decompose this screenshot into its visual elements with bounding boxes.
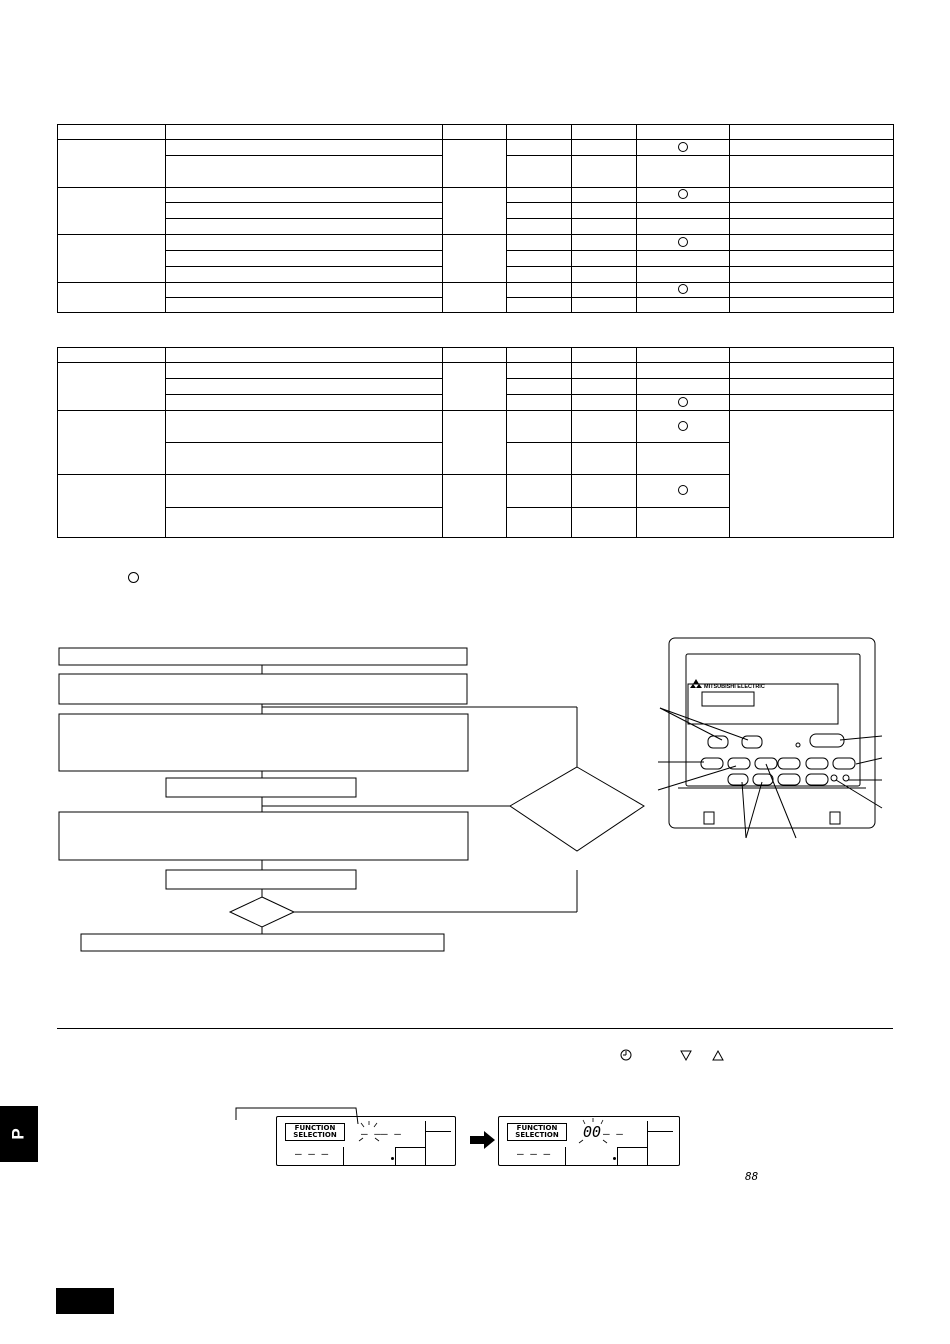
louver-button [778,758,800,769]
mode-button [701,758,723,769]
ventilation-button [806,758,828,769]
table-cell [166,411,443,443]
table-cell [507,443,572,475]
table-cell [637,298,730,313]
table-cell [730,140,894,156]
table-cell [637,379,730,395]
table-row [58,188,894,203]
table-cell [166,125,443,140]
table-row [58,125,894,140]
table-cell [572,348,637,363]
table-cell [637,411,730,443]
table-cell [572,443,637,475]
table-row [58,283,894,298]
table-cell [572,219,637,235]
lcd-divider [395,1147,425,1148]
table-cell [637,363,730,379]
table-cell [507,219,572,235]
table-cell [507,395,572,411]
settings-table-2 [57,347,894,538]
table-cell [166,508,443,538]
lcd-divider [425,1121,426,1165]
table-cell [443,475,507,538]
table-cell [572,363,637,379]
table-cell [572,411,637,443]
table-cell [166,298,443,313]
table-cell [730,125,894,140]
table-cell [572,267,637,283]
table-cell [637,395,730,411]
table-cell [507,475,572,508]
function-selection-label [285,1123,345,1141]
table-cell [730,379,894,395]
table-cell [166,283,443,298]
language-tab-label: P [9,1128,28,1140]
flow-decision-small [230,897,294,927]
table-cell [572,298,637,313]
hour-up-button [806,774,828,785]
table-cell [572,188,637,203]
temp-up-button [742,736,762,748]
function-label-line1: FUNCTION [294,1124,336,1132]
lcd-divider [647,1121,648,1165]
vane-button [755,758,777,769]
table-cell [166,251,443,267]
lcd-dot [391,1157,394,1160]
remote-brand: MITSUBISHI ELECTRIC [704,684,765,690]
table-cell [730,411,894,538]
circle-mark-icon [678,397,688,407]
table-cell [637,125,730,140]
table-cell [730,235,894,251]
table-cell [507,203,572,219]
table-cell [166,188,443,203]
check-button [833,758,855,769]
table-row [58,140,894,156]
flow-box-5 [59,812,468,860]
language-tab [0,1106,38,1162]
table-cell [166,443,443,475]
lcd-bottom-dashes: – – – [295,1147,329,1160]
flow-box-1 [59,648,467,665]
table-cell [637,475,730,508]
timer-up-button [753,774,773,785]
table-cell [637,156,730,188]
function-selection-label [507,1123,567,1141]
table-cell [443,125,507,140]
lcd-display-before [276,1116,456,1166]
table-cell [166,475,443,508]
table-cell [507,508,572,538]
circle-mark-icon [678,237,688,247]
table-cell [572,508,637,538]
function-label-line1: FUNCTION [516,1124,558,1132]
mitsubishi-logo-icon [693,679,699,684]
lcd-blink-value: 00 [583,1123,602,1141]
lcd-divider [617,1147,618,1165]
table-cell [166,140,443,156]
timer-down-button [728,774,748,785]
table-cell [166,156,443,188]
table-cell [730,298,894,313]
circle-mark-icon [678,142,688,152]
table-cell [507,125,572,140]
circle-mark-icon [678,284,688,294]
table-cell [730,219,894,235]
table-cell [572,235,637,251]
table-cell [572,251,637,267]
timer-icon [619,1048,633,1062]
flowchart [0,640,650,960]
table-cell [507,235,572,251]
function-label-line2: SELECTION [293,1131,337,1139]
remote-controller [650,630,950,860]
table-cell [58,283,166,313]
hour-down-button [778,774,800,785]
table-cell [572,140,637,156]
table-cell [507,363,572,379]
table-cell [637,140,730,156]
table-cell [58,140,166,188]
table-cell [637,348,730,363]
table-cell [730,363,894,379]
flow-box-4 [166,778,356,797]
lcd-divider [617,1147,647,1148]
table-cell [166,219,443,235]
table-cell [443,411,507,475]
table-cell [730,203,894,219]
table-cell [58,188,166,235]
table-cell [166,348,443,363]
table-cell [166,235,443,251]
flow-decision-large [510,767,644,851]
table-cell [443,363,507,411]
table-cell [637,188,730,203]
table-cell [730,156,894,188]
table-cell [58,125,166,140]
table-cell [443,188,507,235]
table-cell [572,283,637,298]
table-cell [58,235,166,283]
circle-mark-icon [678,485,688,495]
table-cell [730,283,894,298]
table-cell [637,508,730,538]
lcd-dash-value: – – [603,1127,623,1140]
table-cell [58,411,166,475]
lcd-divider [425,1131,451,1132]
table-cell [443,283,507,313]
table-cell [637,283,730,298]
table-cell [637,443,730,475]
table-cell [507,379,572,395]
circle-mark-icon [128,572,139,583]
settings-table-1 [57,124,894,313]
table-cell [730,395,894,411]
table-cell [507,156,572,188]
flow-box-2 [59,674,467,704]
table-cell [507,140,572,156]
table-cell [58,475,166,538]
lcd-dash-value: – – [381,1127,401,1140]
table-cell [507,348,572,363]
table-cell [443,140,507,188]
lcd-dot [613,1157,616,1160]
lcd-bottom-dashes: – – – [517,1147,551,1160]
table-cell [507,298,572,313]
lcd-divider [343,1147,344,1165]
lcd-display-after [498,1116,680,1166]
function-label-line2: SELECTION [515,1131,559,1139]
table-cell [730,267,894,283]
right-arrow-icon [470,1130,496,1150]
table-row [58,235,894,251]
table-row [58,363,894,379]
table-cell [166,267,443,283]
table-cell [730,188,894,203]
lcd-divider [647,1131,673,1132]
lcd-divider [395,1147,396,1165]
flow-box-7 [81,934,444,951]
table-cell [637,235,730,251]
table-cell [572,379,637,395]
remote-body [669,638,875,828]
table-cell [507,251,572,267]
table-cell [730,251,894,267]
circle-mark-icon [678,189,688,199]
table-cell [166,379,443,395]
table-cell [166,203,443,219]
table-cell [58,348,166,363]
table-cell [637,203,730,219]
flow-box-3 [59,714,468,771]
remote-lcd [688,684,838,724]
table-row [58,348,894,363]
table-cell [730,348,894,363]
segment-digits: 88 [745,1170,759,1183]
table-cell [572,156,637,188]
table-cell [572,203,637,219]
table-cell [637,219,730,235]
circle-mark-icon [678,421,688,431]
table-cell [507,283,572,298]
down-triangle-icon [679,1048,693,1062]
table-row [58,411,894,443]
up-triangle-icon [711,1048,725,1062]
table-cell [443,235,507,283]
table-cell [572,125,637,140]
table-cell [443,348,507,363]
lcd-blink-value: – – [361,1127,381,1140]
table-cell [572,475,637,508]
flow-box-6 [166,870,356,889]
table-cell [507,411,572,443]
table-cell [637,251,730,267]
on-off-button [810,734,844,747]
lcd-divider [565,1147,566,1165]
table-cell [166,395,443,411]
table-cell [507,188,572,203]
table-cell [637,267,730,283]
table-cell [507,267,572,283]
table-cell [166,363,443,379]
section-divider [57,1028,893,1029]
table-cell [572,395,637,411]
table-cell [58,363,166,411]
page-number-block [56,1288,114,1314]
